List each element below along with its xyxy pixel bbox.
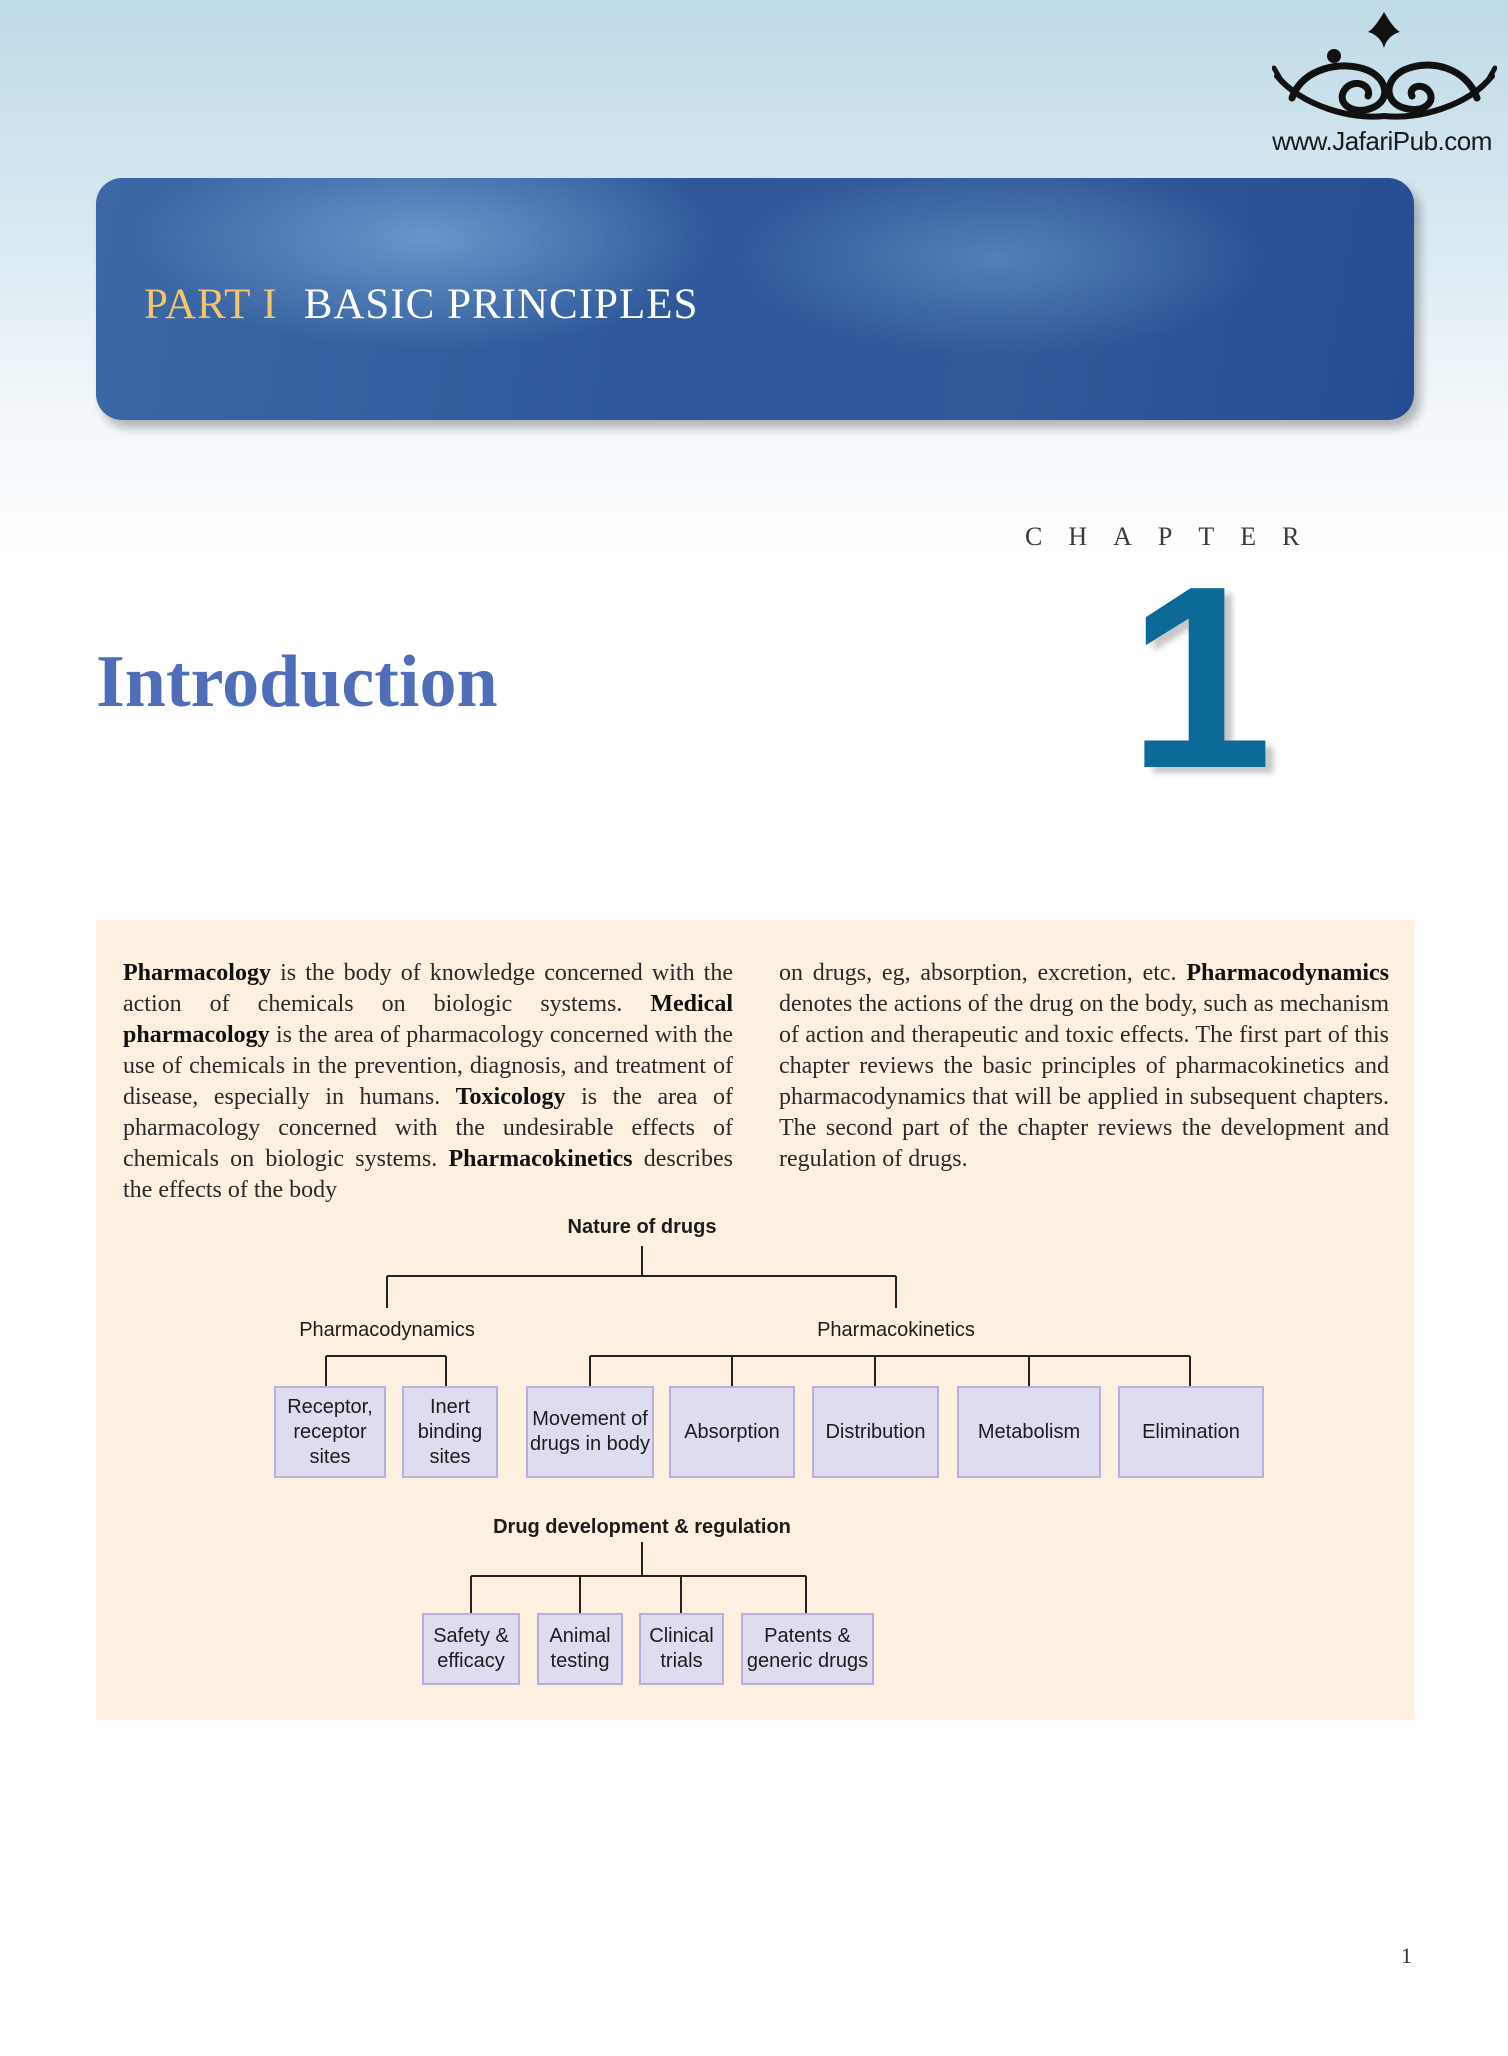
- intro-box: [96, 920, 1414, 1720]
- term-pharmacology: Pharmacology: [123, 960, 271, 986]
- diagram-root-label: Nature of drugs: [567, 1216, 717, 1238]
- intro-text-run: is the area of pharmacology concerned with the undesirable effects of chemicals on biologic systems.: [123, 1084, 733, 1172]
- part-banner: [96, 178, 1414, 420]
- box-metabolism: Metabolism: [957, 1386, 1101, 1478]
- banner-heading: [144, 280, 698, 329]
- term-pharmacokinetics: Pharmacokinetics: [448, 1146, 633, 1172]
- box-receptor-sites: Receptor, receptor sites: [274, 1386, 386, 1478]
- box-clinical-trials: Clinical trials: [639, 1613, 724, 1685]
- term-toxicology: Toxicology: [455, 1084, 566, 1110]
- pharmacodynamics-label: Pharmacodynamics: [299, 1319, 475, 1341]
- intro-text-run: is the area of pharmacology concerned with the use of chemicals in the prevention, diagnosis, and treatment of disease, especially in humans.: [123, 1022, 733, 1110]
- intro-text-run: on drugs, eg, absorption, excretion, etc.: [779, 960, 1187, 986]
- box-safety-efficacy: Safety & efficacy: [422, 1613, 520, 1685]
- box-inert-binding-sites: Inert binding sites: [402, 1386, 498, 1478]
- term-medical-pharmacology: Medical pharmacology: [123, 991, 733, 1048]
- box-absorption: Absorption: [669, 1386, 795, 1478]
- chapter-number: 1: [1128, 533, 1273, 823]
- diagram-connectors: [96, 920, 1414, 1720]
- intro-text-run: is the body of knowledge concerned with the action of chemicals on biologic systems.: [123, 960, 733, 1017]
- intro-text-run: describes the effects of the body: [123, 1146, 733, 1203]
- term-pharmacodynamics: Pharmacodynamics: [1186, 960, 1389, 986]
- part-title: BASIC PRINCIPLES: [303, 281, 699, 328]
- box-distribution: Distribution: [812, 1386, 939, 1478]
- nature-of-drugs-diagram: [96, 920, 1414, 1720]
- publisher-logo-mark: [1272, 8, 1497, 126]
- box-patents-generic-drugs: Patents & generic drugs: [741, 1613, 874, 1685]
- page-number: 1: [1401, 1943, 1412, 1968]
- regulation-root-label: Drug development & regulation: [493, 1516, 791, 1538]
- pharmacokinetics-label: Pharmacokinetics: [817, 1319, 975, 1341]
- part-label: PART I: [144, 281, 278, 328]
- chapter-label: CHAPTER: [1025, 522, 1326, 551]
- box-animal-testing: Animal testing: [537, 1613, 623, 1685]
- box-movement-of-drugs: Movement of drugs in body: [526, 1386, 654, 1478]
- publisher-logo: [1262, 8, 1502, 163]
- intro-text-run: denotes the actions of the drug on the body, such as mechanism of action and therapeutic and toxic effects. The first part of this chapter reviews the basic principles of pharmacokinetics and pharmacodynamics that will be applied in subsequent chapters. The second part of the chapter reviews the development and regulation of drugs.: [779, 991, 1389, 1172]
- box-elimination: Elimination: [1118, 1386, 1264, 1478]
- publisher-url[interactable]: www.JafariPub.com: [1272, 126, 1492, 156]
- chapter-title: Introduction: [96, 641, 498, 723]
